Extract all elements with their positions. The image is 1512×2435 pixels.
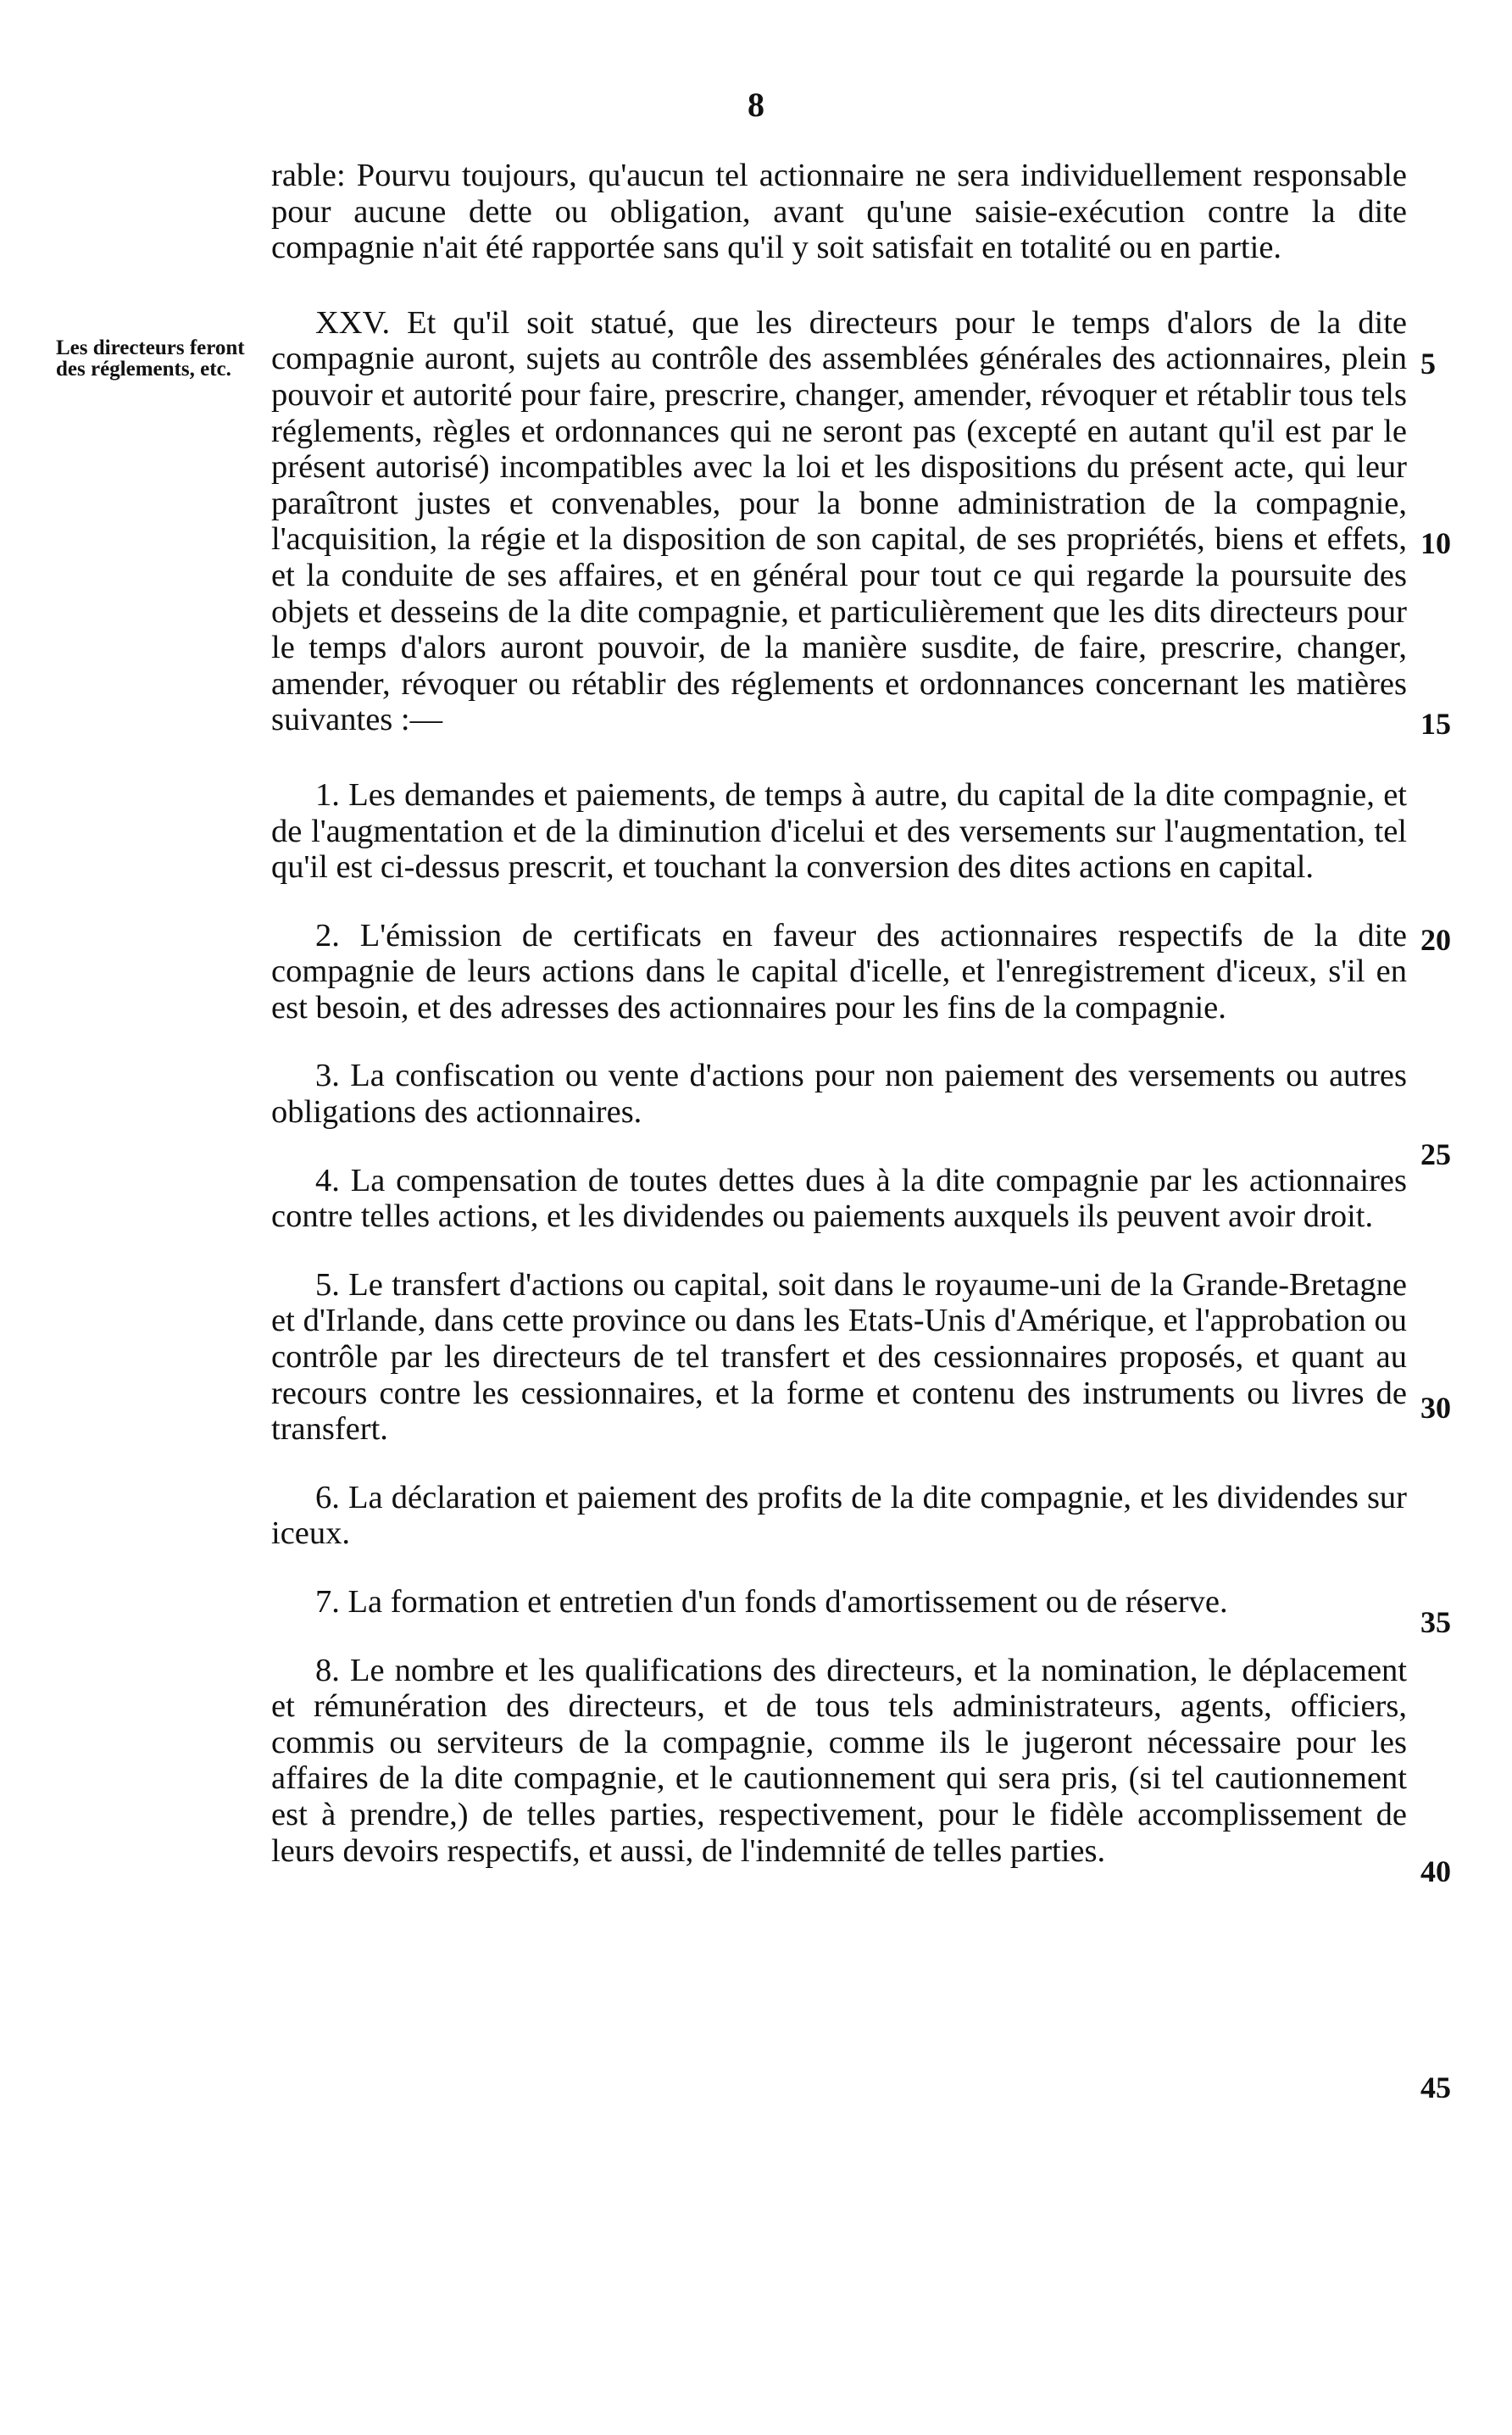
page-number: 8 bbox=[748, 86, 764, 124]
item-4-paragraph: 4. La compensation de toutes dettes dues à la dite compagnie par les actionnaires contre telles actions, et les dividendes ou paiements auxquels ils peuvent avoir droit. bbox=[271, 1162, 1407, 1235]
line-number: 20 bbox=[1420, 923, 1451, 957]
item-3-paragraph: 3. La confiscation ou vente d'actions pour non paiement des versements ou autres obligations des actionnaires. bbox=[271, 1058, 1407, 1131]
line-number: 15 bbox=[1420, 707, 1451, 741]
continuation-paragraph: rable: Pourvu toujours, qu'aucun tel actionnaire ne sera individuellement responsable pour aucune dette ou obligation, avant qu'une saisie-exécution contre la dite compagnie n'ait été rapportée sans qu'il y soit satisfait en totalité ou en partie. bbox=[271, 158, 1407, 266]
item-7-paragraph: 7. La formation et entretien d'un fonds d'amortissement ou de réserve. bbox=[315, 1584, 1228, 1620]
margin-note: Les directeurs feront des réglements, etc. bbox=[56, 336, 245, 381]
line-number: 25 bbox=[1420, 1137, 1451, 1171]
line-number: 5 bbox=[1420, 347, 1436, 381]
line-number: 10 bbox=[1420, 526, 1451, 560]
line-number: 45 bbox=[1420, 2071, 1451, 2104]
line-number: 40 bbox=[1420, 1854, 1451, 1888]
line-number: 30 bbox=[1420, 1391, 1451, 1425]
item-5-paragraph: 5. Le transfert d'actions ou capital, soit dans le royaume-uni de la Grande-Bretagne et d'Irlande, dans cette province ou dans les Etats-Unis d'Amérique, et l'approbation ou contrôle par les directeurs de tel transfert et des cessionnaires proposés, et quant au recours contre les cessionnaires, et la forme et contenu des instruments ou livres de transfert. bbox=[271, 1266, 1407, 1448]
item-8-paragraph: 8. Le nombre et les qualifications des directeurs, et la nomination, le déplacement et rémunération des directeurs, et de tous tels administrateurs, agents, officiers, commis ou serviteurs de la compagnie, comme ils le jugeront nécessaire pour les affaires de la dite compagnie, et le cautionnement qui sera pris, (si tel cautionnement est à prendre,) de telles parties, respectivement, pour le fidèle accomplissement de leurs devoirs respectifs, et aussi, de l'indemnité de telles parties. bbox=[271, 1652, 1407, 1869]
section-xxv-paragraph: XXV. Et qu'il soit statué, que les directeurs pour le temps d'alors de la dite compagnie auront, sujets au contrôle des assemblées générales des actionnaires, plein pouvoir et autorité pour faire, prescrire, changer, amender, révoquer et rétablir tous tels réglements, règles et ordonnances qui ne seront pas (excepté en autant qu'il est par le présent autorisé) incompatibles avec la loi et les dispositions du présent acte, qui leur paraîtront justes et convenables, pour la bonne administration de la compagnie, l'acquisition, la régie et la disposition de son capital, de ses propriétés, biens et effets, et la conduite de ses affaires, et en général pour tout ce qui regarde la poursuite des objets et desseins de la dite compagnie, et particulièrement que les dits directeurs pour le temps d'alors auront pouvoir, de la manière susdite, de faire, prescrire, changer, amender, révoquer ou rétablir des réglements et ordonnances concernant les matières suivantes :— bbox=[271, 304, 1407, 738]
item-6-paragraph: 6. La déclaration et paiement des profits de la dite compagnie, et les dividendes sur iceux. bbox=[271, 1479, 1407, 1552]
body-text bbox=[271, 158, 1407, 1869]
item-2-paragraph: 2. L'émission de certificats en faveur des actionnaires respectifs de la dite compagnie de leurs actions dans le capital d'icelle, et l'enregistrement d'iceux, s'il en est besoin, et des adresses des actionnaires pour les fins de la compagnie. bbox=[271, 917, 1407, 1026]
line-number: 35 bbox=[1420, 1605, 1451, 1639]
item-1-paragraph: 1. Les demandes et paiements, de temps à autre, du capital de la dite compagnie, et de l'augmentation et de la diminution d'icelui et des versements sur l'augmentation, tel qu'il est ci-dessus prescrit, et touchant la conversion des dites actions en capital. bbox=[271, 776, 1407, 886]
